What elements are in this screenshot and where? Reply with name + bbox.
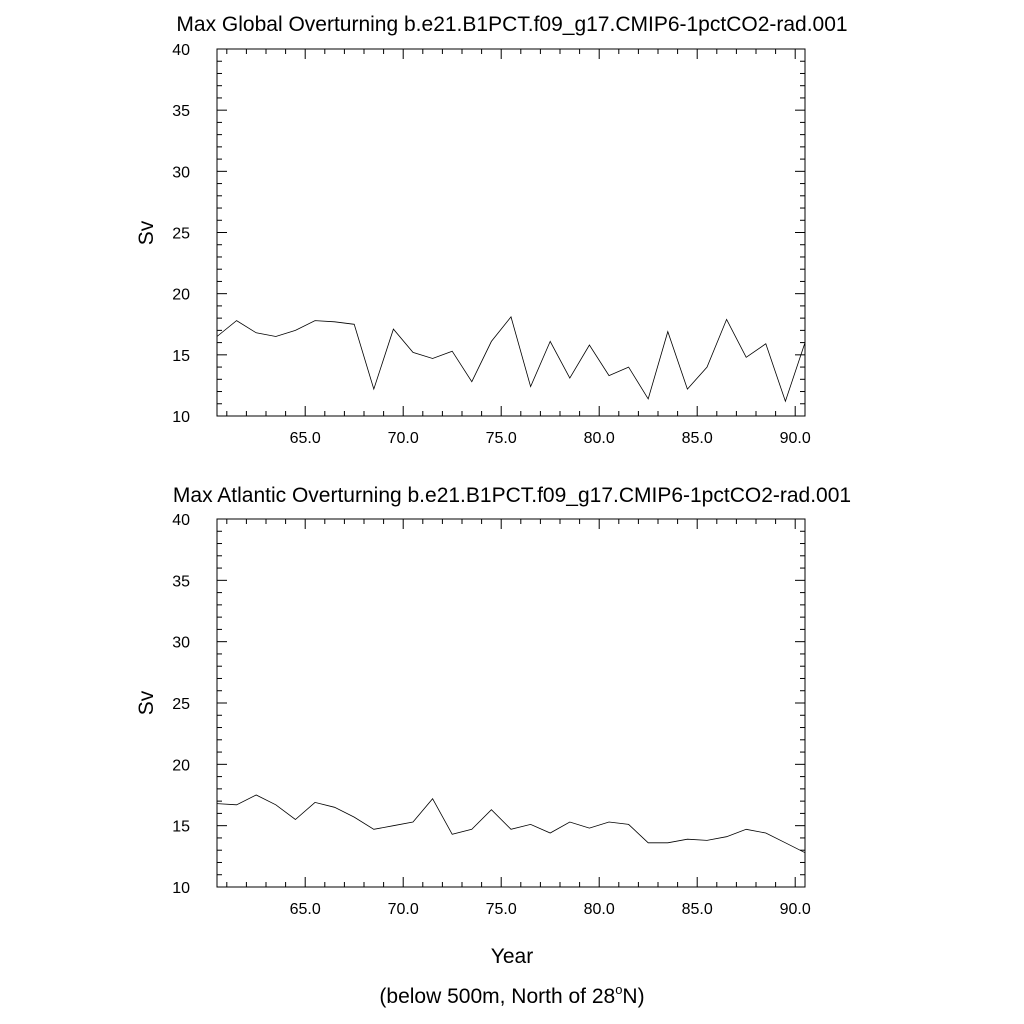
atlantic-overturning-series-line bbox=[217, 795, 805, 853]
global-x-tick-label: 80.0 bbox=[583, 430, 615, 447]
atlantic-chart-title: Max Atlantic Overturning b.e21.B1PCT.f09_g17.CMIP6-1pctCO2-rad.001 bbox=[172, 484, 852, 507]
global-y-axis-label: Sv bbox=[135, 220, 158, 246]
global-x-tick-label: 90.0 bbox=[779, 430, 811, 447]
x-axis-label: Year bbox=[490, 945, 534, 968]
global-y-tick-label: 35 bbox=[172, 103, 190, 121]
global-x-tick-label: 85.0 bbox=[681, 430, 713, 447]
global-y-tick-label: 40 bbox=[172, 42, 190, 59]
atlantic-x-tick-label: 80.0 bbox=[583, 901, 615, 918]
footnote-degree-superscript: o bbox=[615, 982, 623, 997]
global-overturning-series-line bbox=[217, 317, 805, 401]
global-x-tick-label: 75.0 bbox=[485, 430, 517, 447]
atlantic-y-tick-label: 25 bbox=[172, 696, 190, 713]
footnote-text-before: (below 500m, North of 28 bbox=[379, 985, 616, 1008]
atlantic-y-tick-label: 15 bbox=[172, 818, 190, 836]
global-y-tick-label: 25 bbox=[172, 225, 190, 243]
global-x-tick-label: 65.0 bbox=[289, 430, 321, 447]
global-overturning-panel bbox=[135, 13, 848, 447]
atlantic-y-tick-label: 35 bbox=[172, 573, 190, 591]
global-chart-title: Max Global Overturning b.e21.B1PCT.f09_g17.CMIP6-1pctCO2-rad.001 bbox=[176, 13, 848, 36]
global-y-tick-label: 10 bbox=[172, 409, 190, 426]
atlantic-tick-marks bbox=[217, 519, 805, 887]
atlantic-y-tick-label: 40 bbox=[172, 512, 190, 529]
global-y-tick-label: 20 bbox=[172, 286, 190, 304]
global-tick-marks bbox=[217, 49, 805, 416]
atlantic-tick-labels bbox=[172, 512, 811, 918]
atlantic-y-tick-label: 10 bbox=[172, 880, 190, 897]
atlantic-overturning-panel bbox=[135, 484, 851, 968]
atlantic-x-tick-label: 75.0 bbox=[485, 901, 517, 918]
global-y-tick-label: 30 bbox=[172, 164, 190, 182]
atlantic-y-tick-label: 20 bbox=[172, 757, 190, 775]
atlantic-x-tick-label: 70.0 bbox=[387, 901, 419, 918]
global-x-tick-label: 70.0 bbox=[387, 430, 419, 447]
global-y-tick-label: 15 bbox=[172, 347, 190, 365]
atlantic-y-axis-label: Sv bbox=[135, 690, 158, 716]
global-plot-frame bbox=[217, 49, 805, 416]
atlantic-x-tick-label: 85.0 bbox=[681, 901, 713, 918]
depth-latitude-footnote bbox=[379, 982, 644, 1008]
global-tick-labels bbox=[172, 42, 811, 447]
atlantic-x-tick-label: 65.0 bbox=[289, 901, 321, 918]
footnote-text-after: N) bbox=[622, 985, 645, 1008]
atlantic-y-tick-label: 30 bbox=[172, 634, 190, 652]
atlantic-plot-frame bbox=[217, 519, 805, 887]
atlantic-x-tick-label: 90.0 bbox=[779, 901, 811, 918]
